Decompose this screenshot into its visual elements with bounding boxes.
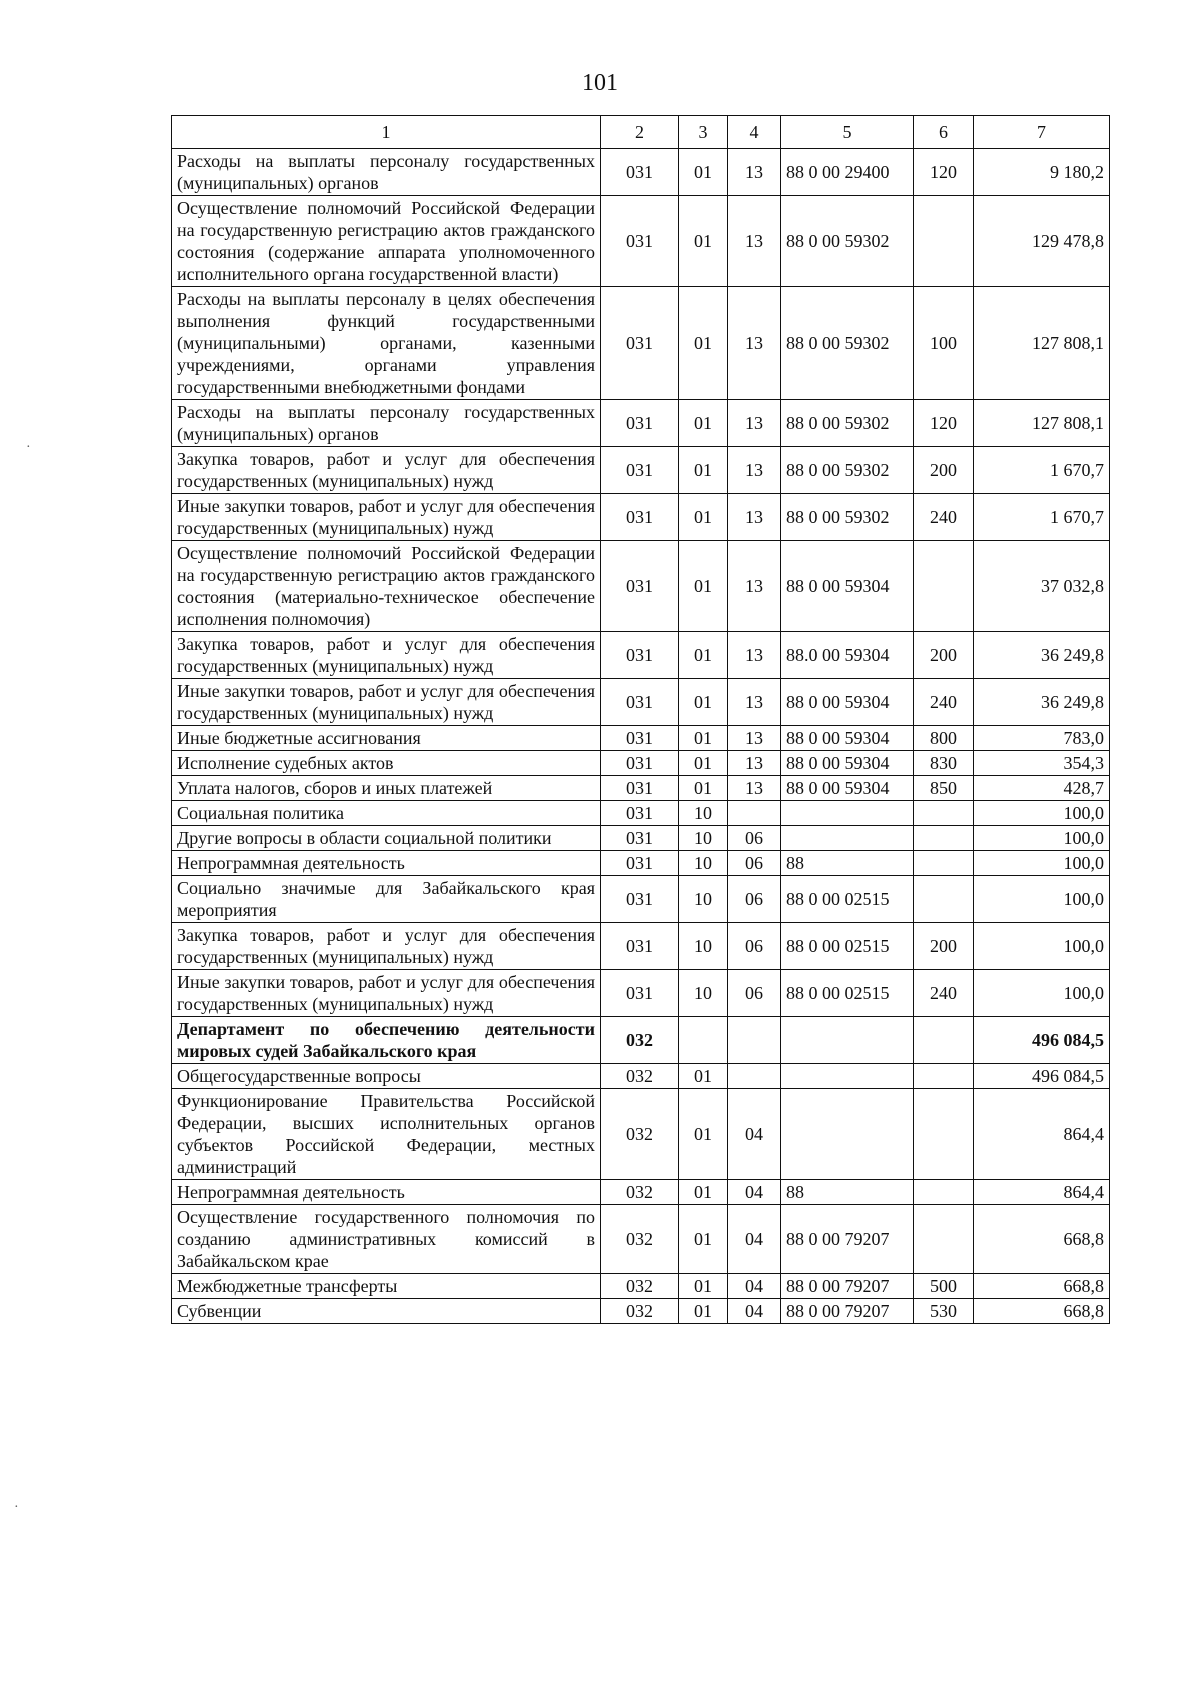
cell-expense-type — [914, 1017, 974, 1064]
table-row — [172, 970, 1110, 1017]
cell-amount: 496 084,5 — [974, 1064, 1110, 1089]
cell-amount: 100,0 — [974, 826, 1110, 851]
cell-name: Осуществление государственного полномочия по созданию административных комиссий в Забайкальском крае — [172, 1205, 601, 1274]
cell-amount: 100,0 — [974, 876, 1110, 923]
cell-expense-type: 200 — [914, 632, 974, 679]
cell-name: Социально значимые для Забайкальского края мероприятия — [172, 876, 601, 923]
cell-amount: 354,3 — [974, 751, 1110, 776]
cell-section: 01 — [679, 149, 728, 196]
table-row — [172, 196, 1110, 287]
cell-target-item — [781, 1017, 914, 1064]
budget-table — [171, 115, 1110, 1324]
cell-subsection — [728, 1017, 781, 1064]
cell-subsection: 04 — [728, 1205, 781, 1274]
cell-amount: 129 478,8 — [974, 196, 1110, 287]
cell-name: Уплата налогов, сборов и иных платежей — [172, 776, 601, 801]
cell-amount: 100,0 — [974, 923, 1110, 970]
cell-ministry: 031 — [601, 541, 679, 632]
cell-expense-type: 830 — [914, 751, 974, 776]
cell-section: 01 — [679, 541, 728, 632]
table-row — [172, 1089, 1110, 1180]
column-header: 6 — [914, 116, 974, 149]
cell-ministry: 031 — [601, 851, 679, 876]
cell-section: 01 — [679, 196, 728, 287]
cell-section: 01 — [679, 287, 728, 400]
cell-subsection — [728, 1064, 781, 1089]
page-number: 101 — [582, 70, 618, 96]
cell-subsection: 06 — [728, 876, 781, 923]
table-row — [172, 494, 1110, 541]
table-row — [172, 776, 1110, 801]
column-header: 4 — [728, 116, 781, 149]
cell-expense-type — [914, 851, 974, 876]
cell-section: 10 — [679, 970, 728, 1017]
cell-amount: 668,8 — [974, 1274, 1110, 1299]
table-row — [172, 400, 1110, 447]
cell-target-item: 88 0 00 79207 — [781, 1299, 914, 1324]
cell-subsection: 04 — [728, 1274, 781, 1299]
cell-expense-type: 850 — [914, 776, 974, 801]
table-row — [172, 149, 1110, 196]
cell-expense-type — [914, 196, 974, 287]
column-header: 2 — [601, 116, 679, 149]
cell-amount: 36 249,8 — [974, 632, 1110, 679]
table-row — [172, 826, 1110, 851]
cell-ministry: 031 — [601, 726, 679, 751]
cell-ministry: 031 — [601, 494, 679, 541]
cell-ministry: 031 — [601, 776, 679, 801]
cell-name: Непрограммная деятельность — [172, 851, 601, 876]
cell-amount: 100,0 — [974, 801, 1110, 826]
cell-name: Иные закупки товаров, работ и услуг для обеспечения государственных (муниципальных) нужд — [172, 679, 601, 726]
cell-ministry: 032 — [601, 1205, 679, 1274]
table-row — [172, 1205, 1110, 1274]
cell-target-item: 88 — [781, 851, 914, 876]
table-row — [172, 751, 1110, 776]
cell-ministry: 031 — [601, 287, 679, 400]
table-row — [172, 1064, 1110, 1089]
cell-amount: 36 249,8 — [974, 679, 1110, 726]
cell-target-item — [781, 1089, 914, 1180]
cell-amount: 100,0 — [974, 970, 1110, 1017]
cell-expense-type — [914, 876, 974, 923]
cell-amount: 9 180,2 — [974, 149, 1110, 196]
table-row — [172, 632, 1110, 679]
cell-expense-type — [914, 1180, 974, 1205]
cell-ministry: 032 — [601, 1017, 679, 1064]
cell-amount: 864,4 — [974, 1180, 1110, 1205]
cell-ministry: 031 — [601, 447, 679, 494]
scan-speck: · — [26, 440, 31, 455]
cell-expense-type: 800 — [914, 726, 974, 751]
cell-name: Иные закупки товаров, работ и услуг для обеспечения государственных (муниципальных) нужд — [172, 970, 601, 1017]
cell-target-item — [781, 1064, 914, 1089]
cell-expense-type — [914, 826, 974, 851]
cell-name: Закупка товаров, работ и услуг для обеспечения государственных (муниципальных) нужд — [172, 923, 601, 970]
cell-expense-type: 100 — [914, 287, 974, 400]
cell-ministry: 032 — [601, 1180, 679, 1205]
column-header: 3 — [679, 116, 728, 149]
cell-expense-type — [914, 541, 974, 632]
cell-section: 01 — [679, 1299, 728, 1324]
cell-subsection: 13 — [728, 400, 781, 447]
table-row — [172, 801, 1110, 826]
cell-target-item — [781, 801, 914, 826]
table-row — [172, 679, 1110, 726]
cell-subsection: 13 — [728, 776, 781, 801]
cell-target-item — [781, 826, 914, 851]
cell-name: Осуществление полномочий Российской Федерации на государственную регистрацию актов гражданского состояния (содержание аппарата уполномоченного исполнительного органа государственной власти) — [172, 196, 601, 287]
cell-amount: 864,4 — [974, 1089, 1110, 1180]
column-header: 1 — [172, 116, 601, 149]
cell-name: Расходы на выплаты персоналу в целях обеспечения выполнения функций государственными (муниципальными) органами, казенными учреждениями, органами управления государственными внебюджетными фондами — [172, 287, 601, 400]
cell-subsection: 13 — [728, 447, 781, 494]
cell-ministry: 031 — [601, 923, 679, 970]
header-row — [172, 116, 1110, 149]
cell-target-item: 88 0 00 59304 — [781, 751, 914, 776]
cell-expense-type — [914, 1205, 974, 1274]
cell-amount: 783,0 — [974, 726, 1110, 751]
cell-ministry: 031 — [601, 876, 679, 923]
cell-amount: 668,8 — [974, 1299, 1110, 1324]
cell-subsection: 13 — [728, 494, 781, 541]
column-header: 5 — [781, 116, 914, 149]
cell-name: Общегосударственные вопросы — [172, 1064, 601, 1089]
cell-subsection: 04 — [728, 1299, 781, 1324]
cell-subsection: 04 — [728, 1180, 781, 1205]
cell-expense-type — [914, 1089, 974, 1180]
cell-expense-type: 500 — [914, 1274, 974, 1299]
cell-amount: 668,8 — [974, 1205, 1110, 1274]
cell-section: 10 — [679, 851, 728, 876]
cell-section: 10 — [679, 876, 728, 923]
cell-target-item: 88 0 00 59302 — [781, 447, 914, 494]
cell-subsection: 13 — [728, 679, 781, 726]
cell-amount: 127 808,1 — [974, 287, 1110, 400]
cell-amount: 1 670,7 — [974, 494, 1110, 541]
cell-ministry: 032 — [601, 1299, 679, 1324]
cell-name: Субвенции — [172, 1299, 601, 1324]
cell-target-item: 88 0 00 59302 — [781, 287, 914, 400]
scan-speck: · — [14, 1500, 19, 1515]
cell-subsection: 04 — [728, 1089, 781, 1180]
cell-subsection: 13 — [728, 632, 781, 679]
cell-target-item: 88 0 00 59304 — [781, 541, 914, 632]
cell-target-item: 88 0 00 02515 — [781, 923, 914, 970]
cell-name: Функционирование Правительства Российской Федерации, высших исполнительных органов субъектов Российской Федерации, местных администраций — [172, 1089, 601, 1180]
table-row — [172, 1299, 1110, 1324]
cell-expense-type: 530 — [914, 1299, 974, 1324]
cell-target-item: 88 0 00 59302 — [781, 400, 914, 447]
cell-name: Другие вопросы в области социальной политики — [172, 826, 601, 851]
cell-name: Непрограммная деятельность — [172, 1180, 601, 1205]
cell-section: 10 — [679, 826, 728, 851]
cell-section: 01 — [679, 494, 728, 541]
cell-ministry: 031 — [601, 149, 679, 196]
cell-subsection: 13 — [728, 287, 781, 400]
cell-expense-type: 240 — [914, 679, 974, 726]
cell-name: Департамент по обеспечению деятельности мировых судей Забайкальского края — [172, 1017, 601, 1064]
table-row — [172, 1274, 1110, 1299]
cell-target-item: 88 0 00 59302 — [781, 494, 914, 541]
cell-section: 01 — [679, 1205, 728, 1274]
cell-ministry: 031 — [601, 632, 679, 679]
cell-target-item: 88.0 00 59304 — [781, 632, 914, 679]
table-row — [172, 447, 1110, 494]
cell-target-item: 88 0 00 29400 — [781, 149, 914, 196]
table-row — [172, 1180, 1110, 1205]
cell-target-item: 88 0 00 79207 — [781, 1274, 914, 1299]
cell-target-item: 88 0 00 59304 — [781, 726, 914, 751]
cell-section: 01 — [679, 1180, 728, 1205]
cell-ministry: 032 — [601, 1274, 679, 1299]
cell-name: Закупка товаров, работ и услуг для обеспечения государственных (муниципальных) нужд — [172, 447, 601, 494]
cell-ministry: 031 — [601, 751, 679, 776]
cell-amount: 37 032,8 — [974, 541, 1110, 632]
table-row — [172, 1017, 1110, 1064]
cell-ministry: 031 — [601, 970, 679, 1017]
cell-amount: 100,0 — [974, 851, 1110, 876]
cell-ministry: 031 — [601, 801, 679, 826]
cell-subsection: 13 — [728, 726, 781, 751]
cell-subsection: 13 — [728, 751, 781, 776]
cell-subsection: 13 — [728, 541, 781, 632]
cell-name: Иные бюджетные ассигнования — [172, 726, 601, 751]
cell-target-item: 88 0 00 59302 — [781, 196, 914, 287]
cell-subsection: 06 — [728, 851, 781, 876]
cell-section: 01 — [679, 726, 728, 751]
cell-ministry: 031 — [601, 400, 679, 447]
cell-target-item: 88 0 00 59304 — [781, 679, 914, 726]
cell-subsection: 13 — [728, 149, 781, 196]
cell-section: 01 — [679, 1089, 728, 1180]
cell-section: 10 — [679, 923, 728, 970]
cell-expense-type: 120 — [914, 400, 974, 447]
cell-section: 01 — [679, 776, 728, 801]
cell-section: 10 — [679, 801, 728, 826]
cell-section — [679, 1017, 728, 1064]
cell-ministry: 031 — [601, 826, 679, 851]
cell-target-item: 88 0 00 02515 — [781, 970, 914, 1017]
cell-ministry: 031 — [601, 196, 679, 287]
cell-expense-type: 240 — [914, 494, 974, 541]
cell-subsection: 13 — [728, 196, 781, 287]
cell-name: Расходы на выплаты персоналу государственных (муниципальных) органов — [172, 400, 601, 447]
cell-expense-type: 200 — [914, 447, 974, 494]
table-row — [172, 541, 1110, 632]
cell-section: 01 — [679, 1064, 728, 1089]
cell-name: Иные закупки товаров, работ и услуг для обеспечения государственных (муниципальных) нужд — [172, 494, 601, 541]
cell-section: 01 — [679, 447, 728, 494]
cell-subsection — [728, 801, 781, 826]
cell-expense-type — [914, 1064, 974, 1089]
cell-subsection: 06 — [728, 923, 781, 970]
cell-name: Осуществление полномочий Российской Федерации на государственную регистрацию актов гражданского состояния (материально-техническое обеспечение исполнения полномочия) — [172, 541, 601, 632]
cell-amount: 127 808,1 — [974, 400, 1110, 447]
cell-name: Расходы на выплаты персоналу государственных (муниципальных) органов — [172, 149, 601, 196]
cell-amount: 428,7 — [974, 776, 1110, 801]
cell-name: Закупка товаров, работ и услуг для обеспечения государственных (муниципальных) нужд — [172, 632, 601, 679]
cell-section: 01 — [679, 751, 728, 776]
cell-section: 01 — [679, 1274, 728, 1299]
cell-target-item: 88 — [781, 1180, 914, 1205]
cell-target-item: 88 0 00 02515 — [781, 876, 914, 923]
cell-expense-type — [914, 801, 974, 826]
table-row — [172, 876, 1110, 923]
table-row — [172, 923, 1110, 970]
cell-amount: 1 670,7 — [974, 447, 1110, 494]
table-row — [172, 726, 1110, 751]
cell-name: Исполнение судебных актов — [172, 751, 601, 776]
cell-expense-type: 120 — [914, 149, 974, 196]
table-row — [172, 287, 1110, 400]
cell-section: 01 — [679, 679, 728, 726]
cell-ministry: 032 — [601, 1089, 679, 1180]
cell-name: Межбюджетные трансферты — [172, 1274, 601, 1299]
table-body — [172, 149, 1110, 1324]
cell-subsection: 06 — [728, 826, 781, 851]
cell-section: 01 — [679, 400, 728, 447]
cell-target-item: 88 0 00 79207 — [781, 1205, 914, 1274]
cell-ministry: 032 — [601, 1064, 679, 1089]
cell-ministry: 031 — [601, 679, 679, 726]
cell-amount: 496 084,5 — [974, 1017, 1110, 1064]
cell-subsection: 06 — [728, 970, 781, 1017]
cell-name: Социальная политика — [172, 801, 601, 826]
cell-target-item: 88 0 00 59304 — [781, 776, 914, 801]
column-header: 7 — [974, 116, 1110, 149]
cell-expense-type: 200 — [914, 923, 974, 970]
cell-section: 01 — [679, 632, 728, 679]
cell-expense-type: 240 — [914, 970, 974, 1017]
table-row — [172, 851, 1110, 876]
